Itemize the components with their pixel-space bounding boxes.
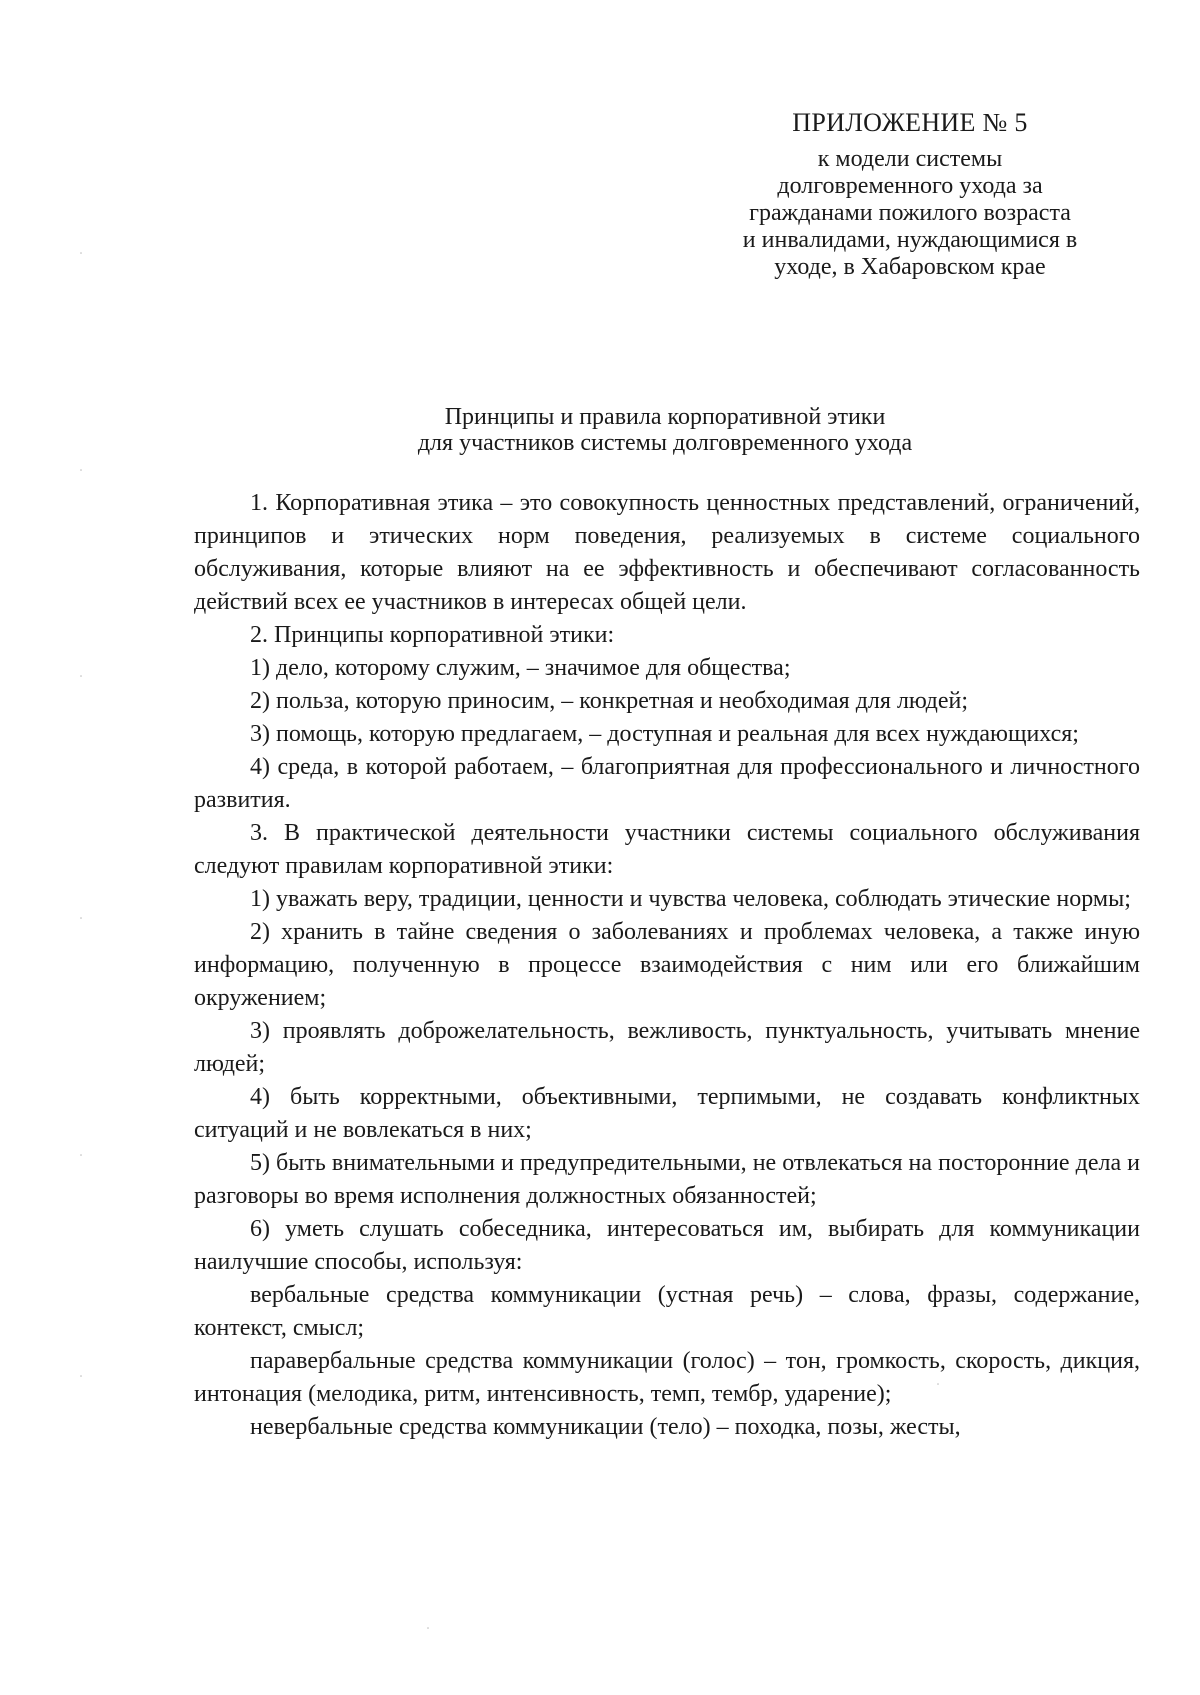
paragraph: невербальные средства коммуникации (тело) – походка, позы, жесты, — [250, 1414, 961, 1440]
paragraph: 1) уважать веру, традиции, ценности и чувства человека, соблюдать этические нормы; — [250, 886, 1131, 912]
paragraph: 1. Корпоративная этика – это совокупность ценностных представлений, ограничений, принципов и этических норм поведения, реализуемых в системе социального обслуживания, которые влияют на ее эффективность и обеспечивают согласованность действий всех ее участников в интересах общей цели. — [194, 490, 1140, 615]
annex-line: гражданами пожилого возраста — [749, 200, 1071, 226]
annex-line: и инвалидами, нуждающимися в — [742, 227, 1078, 253]
paragraph: 5) быть внимательными и предупредительными, не отвлекаться на посторонние дела и разговоры во время исполнения должностных обязанностей; — [194, 1150, 1140, 1209]
paragraph: 3. В практической деятельности участники системы социального обслуживания следуют правилам корпоративной этики: — [194, 820, 1140, 879]
document-body — [194, 487, 1140, 1444]
annex-header — [700, 108, 1120, 281]
annex-title: ПРИЛОЖЕНИЕ № 5 — [792, 108, 1028, 137]
paragraph: 1) дело, которому служим, – значимое для общества; — [250, 655, 791, 681]
annex-line: к модели системы — [817, 146, 1003, 172]
paragraph: 6) уметь слушать собеседника, интересоваться им, выбирать для коммуникации наилучшие способы, используя: — [194, 1216, 1140, 1275]
paragraph: вербальные средства коммуникации (устная речь) – слова, фразы, содержание, контекст, смысл; — [194, 1282, 1140, 1341]
paragraph: 3) проявлять доброжелательность, вежливость, пунктуальность, учитывать мнение людей; — [194, 1018, 1140, 1077]
annex-line: уходе, в Хабаровском крае — [774, 254, 1046, 280]
paragraph: 4) быть корректными, объективными, терпимыми, не создавать конфликтных ситуаций и не вовлекаться в них; — [194, 1084, 1140, 1143]
paragraph: 2) хранить в тайне сведения о заболеваниях и проблемах человека, а также иную информацию, полученную в процессе взаимодействия с ним или его ближайшим окружением; — [194, 919, 1140, 1011]
paragraph: паравербальные средства коммуникации (голос) – тон, громкость, скорость, дикция, интонация (мелодика, ритм, интенсивность, темп, тембр, ударение); — [194, 1348, 1140, 1407]
paragraph: 4) среда, в которой работаем, – благоприятная для профессионального и личностного развития. — [194, 754, 1140, 813]
document-title-line: Принципы и правила корпоративной этики — [444, 404, 886, 430]
annex-line: долговременного ухода за — [777, 173, 1043, 199]
document-title — [190, 404, 1140, 456]
paragraph: 2) польза, которую приносим, – конкретная и необходимая для людей; — [250, 688, 969, 714]
paragraph: 3) помощь, которую предлагаем, – доступная и реальная для всех нуждающихся; — [250, 721, 1079, 747]
document-title-line: для участников системы долговременного ухода — [417, 430, 913, 456]
paragraph: 2. Принципы корпоративной этики: — [250, 622, 615, 648]
